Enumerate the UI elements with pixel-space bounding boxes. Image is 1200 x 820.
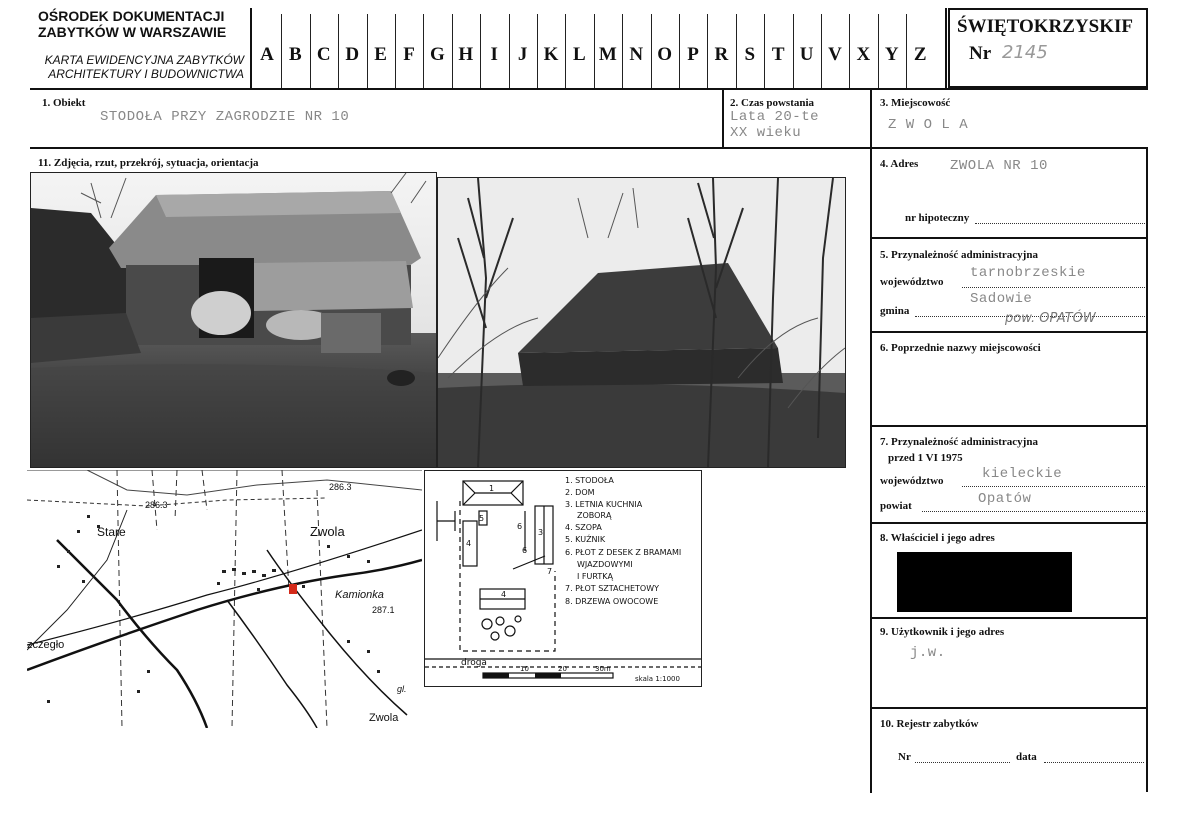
plan-num: 3 <box>538 528 544 537</box>
plan-num: 4 <box>466 539 472 548</box>
plan-num: 6 <box>517 522 523 531</box>
miejscowosc-label: 3. Miejscowość <box>880 97 951 109</box>
gmina-label: gmina <box>880 305 910 317</box>
plan-num: 4 <box>501 590 507 599</box>
photo-barn-yard <box>30 172 437 468</box>
index-letter: X <box>856 44 871 65</box>
index-letter: U <box>799 44 814 65</box>
location-map <box>27 470 422 728</box>
index-letter: I <box>490 44 498 65</box>
legend-item: ZOBORĄ <box>577 511 612 520</box>
plan-num: 6 <box>522 546 528 555</box>
czas-value-2: XX wieku <box>730 125 802 141</box>
przynaleznosc-label: 5. Przynależność administracyjna <box>880 249 1038 261</box>
map-label-zwola-bottom: Zwola <box>369 712 399 724</box>
rejestr-data-label: data <box>1016 751 1037 763</box>
nr-value: 2145 <box>1002 42 1048 63</box>
adres-label: 4. Adres <box>880 158 919 170</box>
woj-przed-value: kieleckie <box>982 466 1063 482</box>
legend-item: WJAZDOWYMI <box>577 560 633 569</box>
index-letter: N <box>629 44 644 65</box>
legend-item: 6. PŁOT Z DESEK Z BRAMAMI <box>565 548 682 557</box>
index-letter: E <box>374 44 387 65</box>
index-letter: H <box>458 44 474 65</box>
legend-item: 3. LETNIA KUCHNIA <box>565 500 643 509</box>
plan-scale-label: skala 1:1000 <box>635 675 680 683</box>
index-letter: V <box>828 44 842 65</box>
plan-scale-tick: 10 <box>520 665 529 673</box>
uzytkownik-value: j.w. <box>910 645 946 661</box>
index-letter: S <box>744 44 756 65</box>
index-letter: J <box>517 44 528 65</box>
nr-label: Nr <box>969 43 992 64</box>
plan-scale-tick: 30m <box>595 665 611 673</box>
index-letter: A <box>260 44 274 65</box>
location-marker <box>289 584 297 594</box>
legend-item: 7. PŁOT SZTACHETOWY <box>565 584 660 593</box>
index-letter: G <box>430 44 445 65</box>
obiekt-label: 1. Obiekt <box>42 97 86 109</box>
legend-item: 4. SZOPA <box>565 523 602 532</box>
plan-num: 1 <box>489 484 495 493</box>
legend-item: 8. DRZEWA OWOCOWE <box>565 597 659 606</box>
redaction-box <box>897 552 1072 612</box>
region-name: ŚWIĘTOKRZYSKIF <box>957 16 1133 37</box>
index-letter: D <box>345 44 360 65</box>
photo-barn-trees <box>437 177 846 468</box>
plan-num: 5 <box>479 514 485 523</box>
index-letter: M <box>598 44 617 65</box>
poprzednie-label: 6. Poprzednie nazwy miejscowości <box>880 342 1041 354</box>
org-name <box>38 8 226 40</box>
plan-road-label: droga <box>461 658 487 668</box>
card-line-1: KARTA EWIDENCYJNA ZABYTKÓW <box>44 53 244 67</box>
plan-scale-tick: 20 <box>558 665 567 673</box>
map-label-zczeglo: zczegło <box>27 639 65 651</box>
map-height-3: 287.1 <box>372 605 395 615</box>
powiat-value: Opatów <box>978 491 1032 507</box>
adres-value: ZWOLA NR 10 <box>950 158 1048 174</box>
czas-value-1: Lata 20-te <box>730 109 820 125</box>
map-label-kamionka: Kamionka <box>335 589 384 601</box>
uzytkownik-label: 9. Użytkownik i jego adres <box>880 626 1005 638</box>
miejscowosc-value: Z W O L A <box>888 117 969 133</box>
card-line-2: ARCHITEKTURY I BUDOWNICTWA <box>48 67 244 81</box>
woj-value: tarnobrzeskie <box>970 265 1086 281</box>
gmina-note: pow. OPATÓW <box>1005 311 1096 326</box>
legend-item: I FURTKĄ <box>577 572 613 581</box>
legend-item: 1. STODOŁA <box>565 476 614 485</box>
index-letter: L <box>573 44 586 65</box>
index-letter: R <box>714 44 729 65</box>
map-label-stare: Stare <box>97 525 126 539</box>
org-line-1: OŚRODEK DOKUMENTACJI <box>38 8 225 24</box>
gmina-value: Sadowie <box>970 291 1033 307</box>
rejestr-nr-label: Nr <box>898 751 911 763</box>
zdjecia-label: 11. Zdjęcia, rzut, przekrój, sytuacja, orientacja <box>38 157 259 169</box>
woj-przed-label: województwo <box>880 475 944 487</box>
czas-label: 2. Czas powstania <box>730 97 815 109</box>
woj-label: województwo <box>880 276 944 288</box>
hipoteczny-label: nr hipoteczny <box>905 212 970 224</box>
powiat-label: powiat <box>880 500 912 512</box>
map-height-2: 286.3 <box>145 500 168 510</box>
map-label-zwola-top: Zwola <box>310 524 345 539</box>
rejestr-label: 10. Rejestr zabytków <box>880 718 979 730</box>
legend-item: 2. DOM <box>565 488 595 497</box>
index-letter: T <box>771 44 785 65</box>
legend-item: 5. KUŹNIK <box>565 535 606 544</box>
index-letter: O <box>657 44 672 65</box>
region-box <box>948 8 1148 88</box>
index-letter: P <box>687 44 699 65</box>
map-label-gl: gl. <box>397 684 407 694</box>
przed-date: przed 1 VI 1975 <box>888 452 963 464</box>
org-line-2: ZABYTKÓW W WARSZAWIE <box>38 24 227 40</box>
map-height-1: 286.3 <box>329 482 352 492</box>
obiekt-value: STODOŁA PRZY ZAGRODZIE NR 10 <box>100 109 350 125</box>
index-letter: B <box>289 44 302 65</box>
index-letter: Z <box>913 44 927 65</box>
plan-num: 7 <box>547 567 553 576</box>
card-type <box>38 53 244 81</box>
index-letter: Y <box>884 44 899 65</box>
site-plan <box>424 470 702 687</box>
index-letter: C <box>316 44 331 65</box>
wlasciciel-label: 8. Właściciel i jego adres <box>880 532 995 544</box>
przynaleznosc-przed-label: 7. Przynależność administracyjna <box>880 436 1038 448</box>
index-letter: F <box>403 44 415 65</box>
index-letter: K <box>543 44 559 65</box>
